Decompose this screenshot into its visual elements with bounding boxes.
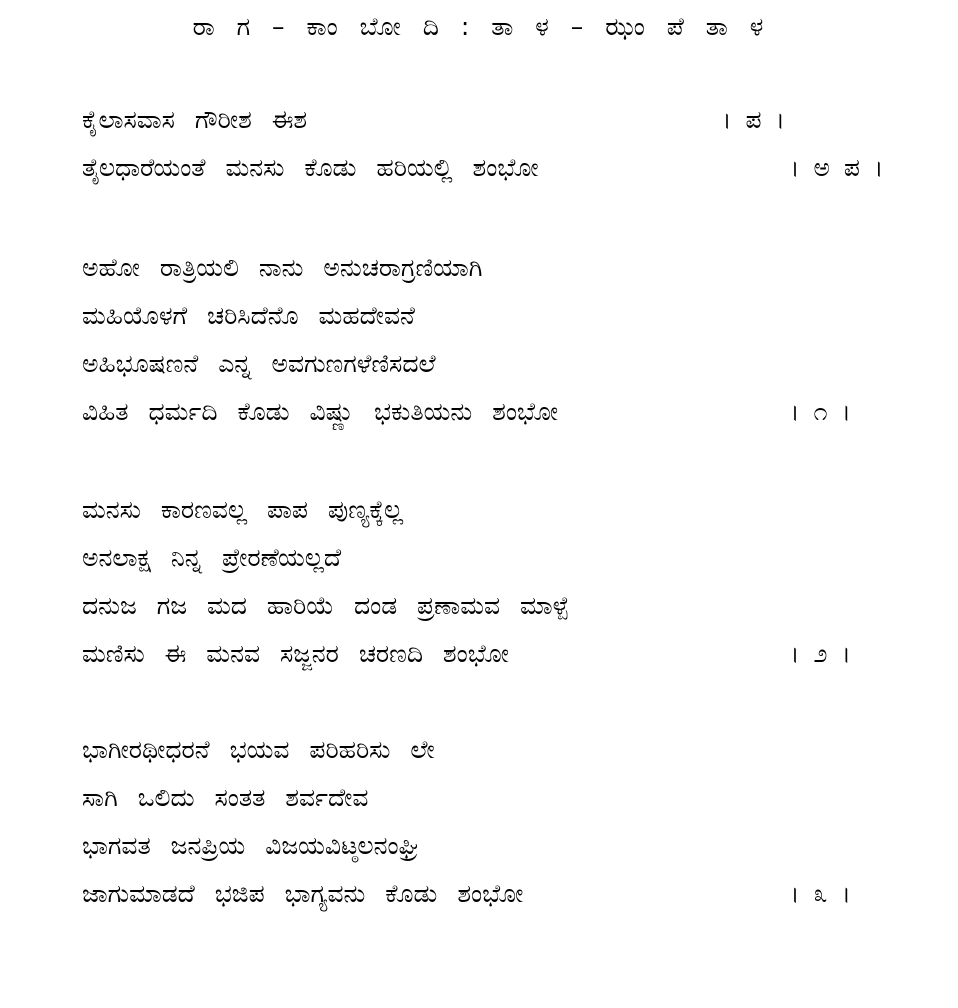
verse-text: ಭಾಗೀರಥೀಧರನೆ ಭಯವ ಪರಿಹರಿಸು ಲೇ [82,735,435,764]
verse-line [82,870,922,918]
verse-text: ಅಹೋ ರಾತ್ರಿಯಲಿ ನಾನು ಅನುಚರಾಗ್ರಣಿಯಾಗಿ [82,253,483,282]
stanza-charana-3 [82,726,922,918]
verse-line [82,388,922,436]
verse-line [82,96,922,144]
verse-marker: । ಅ ಪ । [790,153,884,182]
verse-line [82,244,922,292]
verse-line [82,774,922,822]
verse-text: ಅಹಿಭೂಷಣನೆ ಎನ್ನ ಅವಗುಣಗಳೆಣಿಸದಲೆ [82,349,436,378]
verse-line [82,726,922,774]
stanza-pallavi [82,96,922,192]
verse-text: ವಿಹಿತ ಧರ್ಮದಿ ಕೊಡು ವಿಷ್ಣು ಭಕುತಿಯನು ಶಂಭೋ [82,397,559,426]
verse-marker: । ೨ । [790,639,851,668]
verse-line [82,486,922,534]
verse-marker: । ಪ । [722,105,785,134]
verse-text: ಮನಸು ಕಾರಣವಲ್ಲ ಪಾಪ ಪುಣ್ಯಕ್ಕೆಲ್ಲ [82,495,404,524]
page-title: ರಾ ಗ – ಕಾಂ ಬೋ ದಿ : ತಾ ಳ – ಝಂ ಪೆ ತಾ ಳ [192,12,766,41]
verse-text: ಮಹಿಯೊಳಗೆ ಚರಿಸಿದೆನೊ ಮಹದೇವನೆ [82,301,415,330]
verse-line [82,340,922,388]
verse-text: ಕೈಲಾಸವಾಸ ಗೌರೀಶ ಈಶ [82,105,308,134]
verse-marker: । ೧ । [790,397,851,426]
verse-line [82,822,922,870]
verse-text: ಮಣಿಸು ಈ ಮನವ ಸಜ್ಜನರ ಚರಣದಿ ಶಂಭೋ [82,639,509,668]
stanza-charana-1 [82,244,922,436]
verse-marker: । ೩ । [790,879,851,908]
verse-text: ಭಾಗವತ ಜನಪ್ರಿಯ ವಿಜಯವಿಟ್ಠಲನಂಘ್ರಿ [82,831,420,860]
verse-text: ತೈಲಧಾರೆಯಂತೆ ಮನಸು ಕೊಡು ಹರಿಯಲ್ಲಿ ಶಂಭೋ [82,153,539,182]
stanza-charana-2 [82,486,922,678]
verse-line [82,582,922,630]
verse-text: ಜಾಗುಮಾಡದೆ ಭಜಿಪ ಭಾಗ್ಯವನು ಕೊಡು ಶಂಭೋ [82,879,524,908]
verse-line [82,534,922,582]
verse-text: ಅನಲಾಕ್ಷ ನಿನ್ನ ಪ್ರೇರಣೆಯಲ್ಲದೆ [82,543,342,572]
verse-text: ದನುಜ ಗಜ ಮದ ಹಾರಿಯೆ ದಂಡ ಪ್ರಣಾಮವ ಮಾಳ್ಪೆ [82,591,570,620]
verse-line [82,144,922,192]
verse-line [82,630,922,678]
verse-line [82,292,922,340]
verse-text: ಸಾಗಿ ಒಲಿದು ಸಂತತ ಶರ್ವದೇವ [82,783,369,812]
